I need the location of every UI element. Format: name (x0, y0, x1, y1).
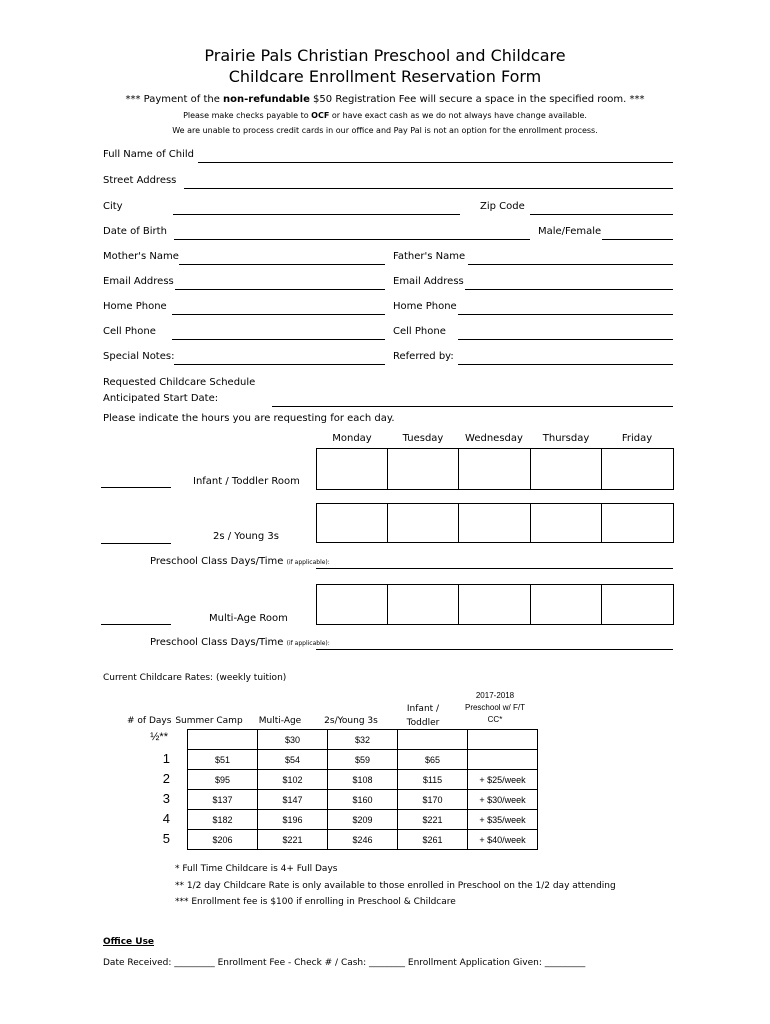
rate-cell: $54 (258, 750, 328, 770)
notice-prefix: *** Payment of the (125, 94, 224, 105)
rates-row (188, 730, 538, 750)
rate-cell: $30 (258, 730, 328, 750)
rate-cell (468, 730, 538, 750)
twos-hours-wednesday[interactable] (458, 503, 531, 543)
father-cell-phone-label: Cell Phone (393, 326, 446, 337)
infant-hours-tuesday[interactable] (387, 448, 459, 490)
rate-cell: $221 (258, 830, 328, 850)
twos-hours-thursday[interactable] (530, 503, 602, 543)
registration-fee-notice (0, 94, 770, 105)
form-title-enrollment: Childcare Enrollment Reservation Form (228, 67, 542, 86)
multi-preschool-field[interactable] (316, 649, 673, 650)
rate-cell: $209 (328, 810, 398, 830)
rate-cell (468, 750, 538, 770)
rates-header-twos: 2s/Young 3s (324, 716, 378, 726)
rates-header-preschool: 2017-2018 Preschool w/ F/T CC* (464, 691, 525, 724)
rate-cell: $51 (188, 750, 258, 770)
rate-cell: $137 (188, 790, 258, 810)
rate-cell: $95 (188, 770, 258, 790)
multi-hours-friday[interactable] (601, 584, 674, 625)
zip-code-field[interactable] (530, 214, 673, 215)
rate-cell (188, 730, 258, 750)
rate-cell: $102 (258, 770, 328, 790)
checks-bold: OCF (311, 111, 330, 120)
rates-row-days-half: ½** (150, 731, 168, 743)
hours-instructions: Please indicate the hours you are requesting for each day. (103, 413, 395, 424)
referred-by-label: Referred by: (393, 351, 454, 362)
twos-preschool-field[interactable] (316, 568, 673, 569)
rate-cell: + $25/week (468, 770, 538, 790)
twos-if-applicable: (if applicable): (286, 559, 330, 566)
multi-if-applicable: (if applicable): (286, 640, 330, 647)
infant-room-check-line[interactable] (101, 487, 171, 488)
street-address-label: Street Address (103, 175, 177, 186)
rate-cell: $65 (398, 750, 468, 770)
multi-preschool-label (150, 637, 330, 648)
rate-cell: $160 (328, 790, 398, 810)
office-use-line: Date Received: _________ Enrollment Fee - Check # / Cash: ________ Enrollment Application Given: _________ (103, 958, 586, 968)
special-notes-field[interactable] (174, 364, 385, 365)
rate-cell: + $35/week (468, 810, 538, 830)
form-title-school: Prairie Pals Christian Preschool and Childcare (204, 46, 566, 65)
mother-email-label: Email Address (103, 276, 174, 287)
day-header-thursday: Thursday (542, 433, 590, 444)
mother-cell-phone-field[interactable] (172, 339, 385, 340)
rates-row (188, 770, 538, 790)
mother-email-field[interactable] (175, 289, 385, 290)
rate-cell: $221 (398, 810, 468, 830)
footnote-half-day: ** 1/2 day Childcare Rate is only available to those enrolled in Preschool on the 1/2 day attending (175, 881, 616, 891)
dob-field[interactable] (174, 239, 530, 240)
rates-days-header: # of Days (127, 716, 172, 726)
special-notes-label: Special Notes: (103, 351, 175, 362)
rates-row-days-4: 4 (162, 811, 170, 826)
father-cell-phone-field[interactable] (458, 339, 673, 340)
dob-label: Date of Birth (103, 226, 167, 237)
full-name-field[interactable] (198, 162, 673, 163)
rate-cell: + $40/week (468, 830, 538, 850)
checks-prefix: Please make checks payable to (183, 111, 312, 120)
multi-age-room-label: Multi-Age Room (209, 613, 288, 624)
infant-hours-friday[interactable] (601, 448, 674, 490)
rates-table (187, 729, 538, 850)
rates-row-days-3: 3 (162, 791, 170, 806)
zip-code-label: Zip Code (480, 201, 525, 212)
father-home-phone-field[interactable] (458, 314, 673, 315)
multi-hours-tuesday[interactable] (387, 584, 459, 625)
infant-toddler-room-label: Infant / Toddler Room (193, 476, 300, 487)
mother-home-phone-label: Home Phone (103, 301, 167, 312)
twos-room-check-line[interactable] (101, 543, 171, 544)
day-header-monday: Monday (332, 433, 372, 444)
rates-row-days-5: 5 (162, 831, 170, 846)
footnote-enrollment-fee: *** Enrollment fee is $100 if enrolling in Preschool & Childcare (175, 897, 456, 907)
rate-cell: $246 (328, 830, 398, 850)
notice-suffix: $50 Registration Fee will secure a space in the specified room. *** (309, 94, 645, 105)
rate-cell: $32 (328, 730, 398, 750)
infant-hours-thursday[interactable] (530, 448, 602, 490)
checks-note (0, 111, 770, 120)
mother-name-field[interactable] (179, 264, 385, 265)
rates-row (188, 750, 538, 770)
day-header-wednesday: Wednesday (465, 433, 523, 444)
rate-cell: $108 (328, 770, 398, 790)
rate-cell: $261 (398, 830, 468, 850)
start-date-label: Anticipated Start Date: (103, 393, 219, 404)
multi-preschool-label-text: Preschool Class Days/Time (150, 637, 284, 648)
rates-header-infant-toddler: Infant / Toddler (406, 704, 440, 728)
rates-row (188, 790, 538, 810)
father-home-phone-label: Home Phone (393, 301, 457, 312)
street-address-field[interactable] (184, 188, 673, 189)
father-email-label: Email Address (393, 276, 464, 287)
day-header-tuesday: Tuesday (402, 433, 444, 444)
multi-age-check-line[interactable] (101, 624, 171, 625)
checks-suffix: or have exact cash as we do not always have change available. (329, 111, 587, 120)
infant-hours-monday[interactable] (316, 448, 388, 490)
rate-cell: $115 (398, 770, 468, 790)
city-field[interactable] (173, 214, 460, 215)
rates-row (188, 830, 538, 850)
multi-hours-monday[interactable] (316, 584, 388, 625)
twos-young-threes-label: 2s / Young 3s (213, 531, 279, 542)
mother-cell-phone-label: Cell Phone (103, 326, 156, 337)
twos-hours-friday[interactable] (601, 503, 674, 543)
start-date-field[interactable] (272, 406, 673, 407)
rates-header-summer-camp: Summer Camp (175, 716, 243, 726)
full-name-label: Full Name of Child (103, 149, 195, 160)
rate-cell: + $30/week (468, 790, 538, 810)
mother-home-phone-field[interactable] (172, 314, 385, 315)
rate-cell: $196 (258, 810, 328, 830)
credit-card-note: We are unable to process credit cards in our office and Pay Pal is not an option for the enrollment process. (172, 126, 598, 135)
multi-hours-wednesday[interactable] (458, 584, 531, 625)
referred-by-field[interactable] (458, 364, 673, 365)
day-header-friday: Friday (621, 433, 653, 444)
father-email-field[interactable] (465, 289, 673, 290)
father-name-label: Father's Name (393, 251, 466, 262)
rate-cell: $206 (188, 830, 258, 850)
mother-name-label: Mother's Name (103, 251, 179, 262)
rates-row (188, 810, 538, 830)
multi-hours-thursday[interactable] (530, 584, 602, 625)
rate-cell: $170 (398, 790, 468, 810)
twos-hours-tuesday[interactable] (387, 503, 459, 543)
father-name-field[interactable] (468, 264, 673, 265)
infant-hours-wednesday[interactable] (458, 448, 531, 490)
notice-bold: non-refundable (223, 94, 310, 105)
rates-header-multi-age: Multi-Age (258, 716, 302, 726)
office-use-heading: Office Use (103, 937, 155, 947)
sex-label: Male/Female (538, 226, 602, 237)
schedule-heading: Requested Childcare Schedule (103, 377, 256, 388)
twos-preschool-label (150, 556, 330, 567)
twos-preschool-label-text: Preschool Class Days/Time (150, 556, 284, 567)
footnote-full-time: * Full Time Childcare is 4+ Full Days (175, 864, 338, 874)
rate-cell: $182 (188, 810, 258, 830)
city-label: City (103, 201, 123, 212)
rate-cell: $147 (258, 790, 328, 810)
twos-hours-monday[interactable] (316, 503, 388, 543)
sex-field[interactable] (602, 239, 673, 240)
rates-heading: Current Childcare Rates: (weekly tuition) (103, 673, 287, 683)
rates-row-days-2: 2 (162, 771, 170, 786)
rates-row-days-1: 1 (162, 751, 170, 766)
rate-cell (398, 730, 468, 750)
rate-cell: $59 (328, 750, 398, 770)
